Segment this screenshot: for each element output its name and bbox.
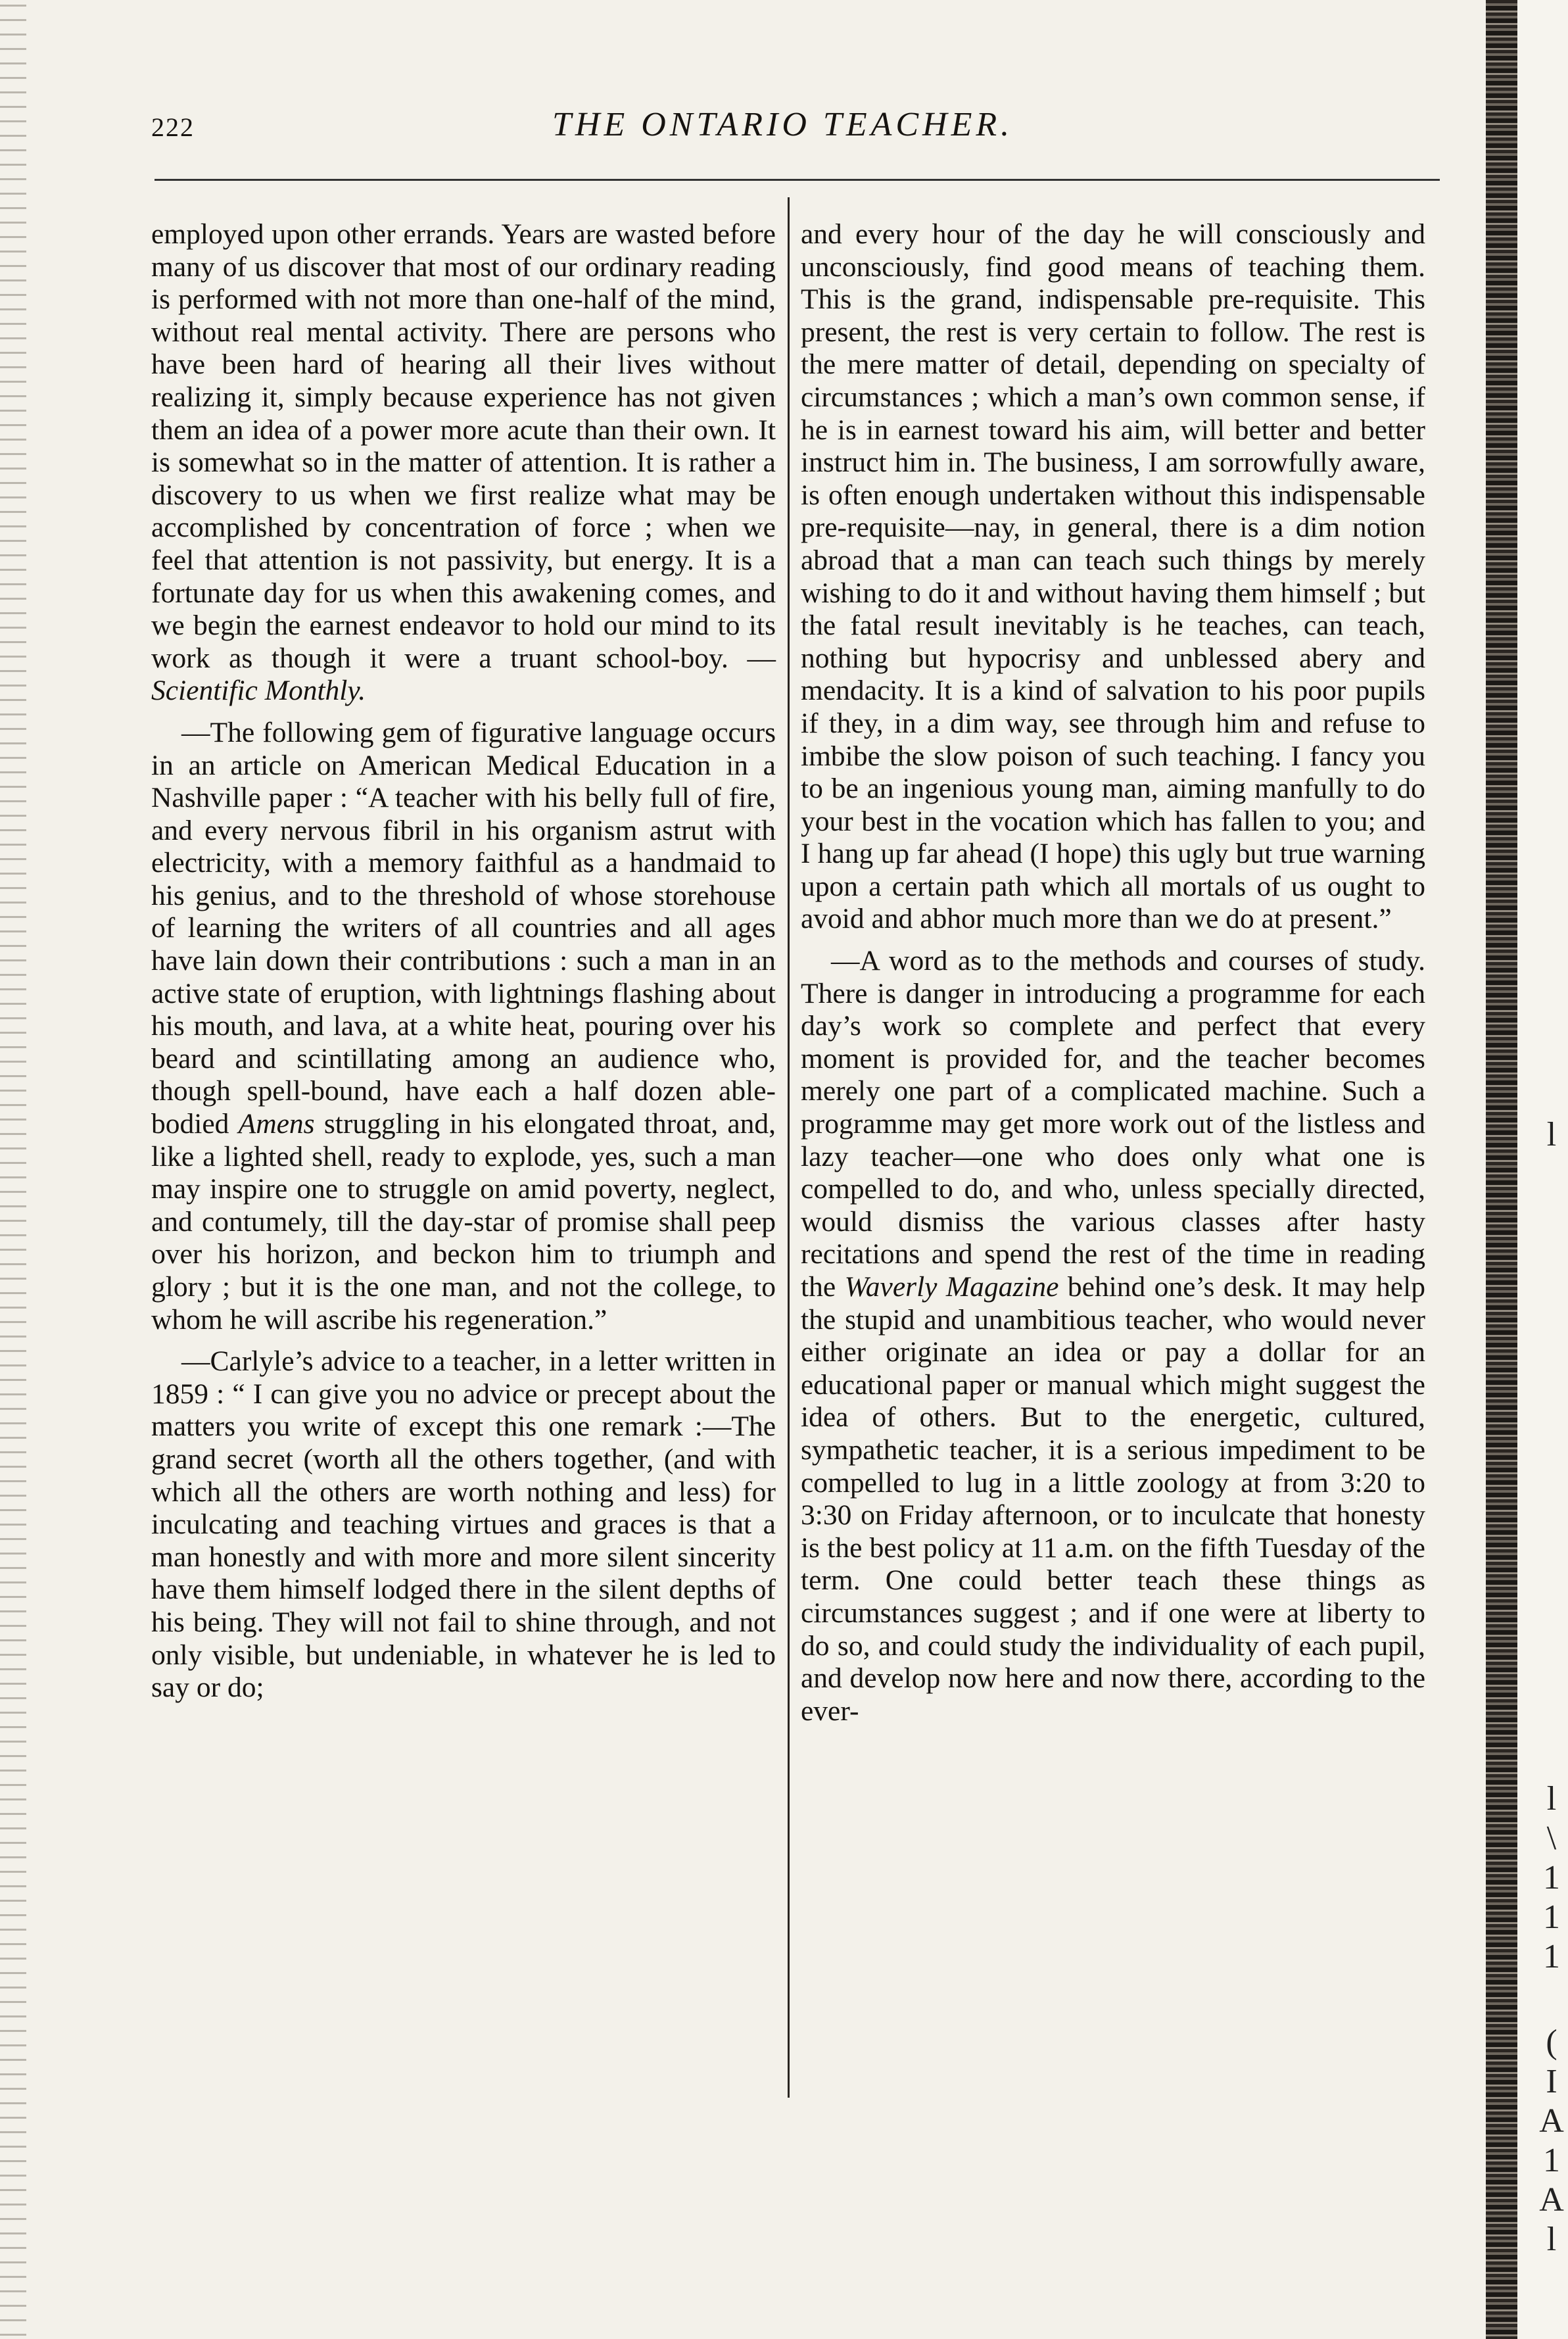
margin-glyph: I <box>1546 2063 1557 2100</box>
margin-glyph: 1 <box>1543 1898 1560 1936</box>
margin-glyph: A <box>1539 2181 1564 2219</box>
left-para1-text: employed upon other errands. Years are wasted before many of us discover that most of our ordinary reading is performed with not more than one-half of the mind, without real mental activity. There are persons who have been hard of hearing all their lives without realizing it, simply because experience has not given them an idea of a power more acute than their own. It is somewhat so in the matter of attention. It is rather a discovery to us when we first realize what may be accomplished by concentration of force ; when we feel that attention is not passivity, but energy. It is a fortunate day for us when this awakening comes, and we begin the earnest endeavor to hold our mind to its work as though it were a truant school-boy. — <box>151 218 776 674</box>
left-paragraph-2 <box>151 717 776 1336</box>
margin-glyph: A <box>1539 2102 1564 2140</box>
right-para2-rest: behind one’s desk. It may help the stupid and unambitious teacher, who would never either originate an idea or pay a dollar for an educational paper or manual which might suggest the idea of others. But to the energetic, cultured, sympathetic teacher, it is a serious impediment to be compelled to lug in a little zoology at from 3:20 to 3:30 on Friday afternoon, or to inculcate that honesty is the best policy at 11 a.m. on the fifth Tuesday of the term. One could better teach these things as circumstances suggest ; and if one were at liberty to do so, and could study the individuality of each pupil, and develop now here and now there, according to the ever- <box>801 1271 1426 1727</box>
source-citation: Scientific Monthly. <box>151 675 366 707</box>
left-paragraph-1 <box>151 218 776 708</box>
adjacent-page-strip <box>1517 0 1568 2339</box>
right-paragraph-1: and every hour of the day he will consciously and unconsciously, find good means of teaching them. This is the grand, indispensable pre-requisite. This present, the rest is very certain to follow. The rest is the mere matter of detail, depending on specialty of circumstances ; which a man’s own common sense, if he is in earnest toward his aim, will better and better instruct him in. The business, I am sorrowfully aware, is often enough undertaken without this indispensable pre-requisite—nay, in general, there is a dim notion abroad that a man can teach such things by merely wishing to do it and without having them himself ; but the fatal result inevitably is he teaches, can teach, nothing but hypocrisy and unblessed abery and mendacity. It is a kind of salvation to his poor pupils if they, in a dim way, see through him and refuse to imbibe the slow poison of such teaching. I fancy you to be an ingenious young man, aiming manfully to do your best in the vocation which has fallen to you; and I hang up far ahead (I hope) this ugly but true warning upon a certain path which all mortals of us ought to avoid and abhor much more than we do at present.” <box>801 218 1425 935</box>
right-column <box>801 218 1425 1727</box>
margin-glyph: l <box>1546 2221 1557 2258</box>
magazine-title: Waverly Magazine <box>844 1271 1059 1303</box>
left-paragraph-3: —Carlyle’s advice to a teacher, in a letter written in 1859 : “ I can give you no advice or precept about the matters you write of except this one remark :—The grand secret (worth all the others together, (and with which all the others are worth nothing and less) for inculcating and teaching virtues and graces is that a man honestly and with more and more silent sincerity have them himself lodged there in the silent depths of his being. They will not fail to shine through, and not only visible, but undeniable, in whatever he is led to say or do; <box>151 1345 776 1704</box>
running-head: THE ONTARIO TEACHER. <box>552 106 1014 143</box>
right-para2-text: —A word as to the methods and courses of study. There is danger in introducing a programme for each day’s work so complete and perfect that every moment is provided for, and the teacher becomes merely one part of a complicated machine. Such a programme may get more work out of the listless and lazy teacher—one who does only what one is compelled to do, and who, unless specially directed, would dismiss the various classes after hasty recitations and spend the rest of the time in reading the <box>801 945 1425 1303</box>
left-para2-text: —The following gem of figurative language occurs in an article on American Medical Education in a Nashville paper : “A teacher with his belly full of fire, and every nervous fibril in his organism astrut with electricity, with a memory faithful as a handmaid to his genius, and to the threshold of whose storehouse of learning the writers of all countries and all ages have lain down their contributions : such a man in an active state of eruption, with lightnings flashing about his mouth, and lava, at a white heat, pouring over his beard and scintillating among an audience who, though spell-bound, have each a half dozen able-bodied <box>151 716 776 1140</box>
margin-glyph: \ <box>1546 1820 1557 1857</box>
page-header <box>151 106 1453 158</box>
page-left-edge-scan <box>0 0 26 2339</box>
amens-word: Amens <box>238 1108 315 1140</box>
margin-glyph: 1 <box>1543 1859 1560 1896</box>
margin-glyph: 1 <box>1543 1938 1560 1975</box>
margin-glyph: ( <box>1546 2023 1557 2061</box>
header-rule <box>154 179 1440 181</box>
page-number: 222 <box>151 112 195 142</box>
left-para2-rest: struggling in his elongated throat, and, like a lighted shell, ready to explode, yes, such a man may inspire one to struggle on amid poverty, neglect, and contumely, till the day-star of promise shall peep over his horizon, and beckon him to triumph and glory ; but it is the one man, and not the college, to whom he will ascribe his regeneration.” <box>151 1108 776 1336</box>
page-binding-edge <box>1486 0 1517 2339</box>
column-divider <box>788 197 790 2098</box>
margin-glyph: 1 <box>1543 2142 1560 2179</box>
margin-glyph: l <box>1546 1116 1557 1153</box>
left-column <box>151 218 776 1704</box>
margin-glyph: l <box>1546 1780 1557 1818</box>
right-paragraph-2 <box>801 945 1425 1727</box>
